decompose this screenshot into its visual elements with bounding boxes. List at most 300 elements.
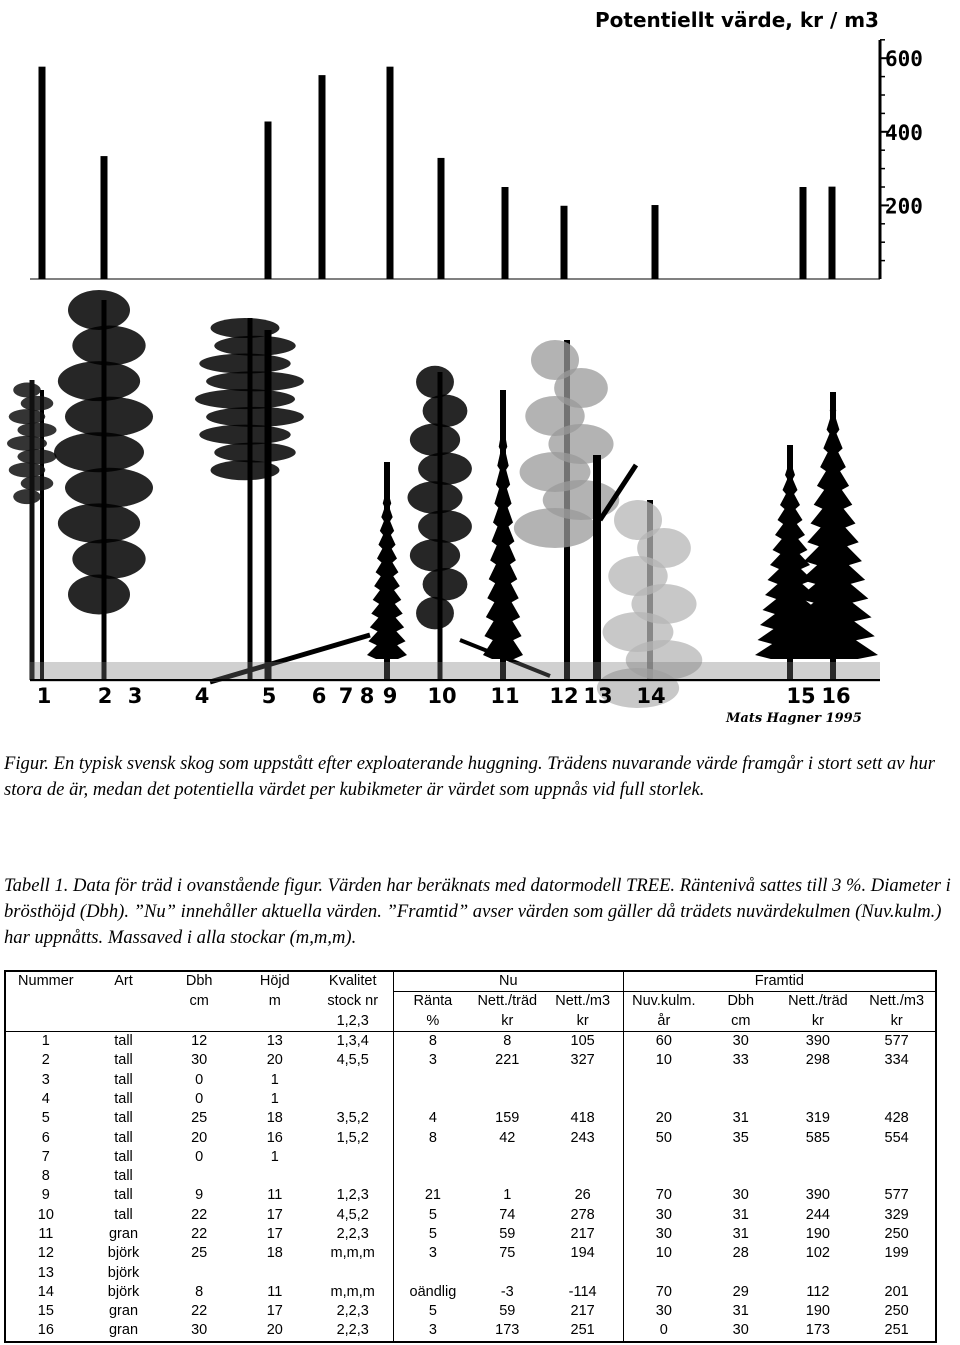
table-cell: 390 xyxy=(805,1187,830,1204)
table-cell: 3 xyxy=(393,1244,472,1263)
table-cell: 190 xyxy=(805,1303,830,1320)
column-header xyxy=(86,1012,162,1032)
table-cell xyxy=(858,1070,936,1089)
table-cell: 31 xyxy=(732,1206,749,1223)
table-cell: 31 xyxy=(732,1110,749,1127)
table-cell: 8 xyxy=(393,1128,472,1147)
table-cell: 194 xyxy=(570,1245,595,1262)
table-cell: 221 xyxy=(495,1052,520,1069)
table-row xyxy=(5,1206,936,1225)
table-cell: 0 xyxy=(623,1321,704,1341)
table-cell: 20 xyxy=(266,1322,283,1339)
header-row xyxy=(5,1012,936,1032)
table-cell xyxy=(313,1070,394,1089)
pine-foliage xyxy=(68,574,130,614)
table-cell: 12 xyxy=(37,1245,54,1262)
pine-foliage xyxy=(7,436,47,451)
table-cell: tall xyxy=(114,1033,133,1050)
table-cell: 0 xyxy=(195,1148,204,1165)
group-header-framtid: Framtid xyxy=(623,971,936,992)
table-cell xyxy=(313,1090,394,1109)
table-cell: 1 xyxy=(270,1071,279,1088)
tree-number-label: 6 xyxy=(311,684,327,708)
table-cell: 14 xyxy=(37,1283,54,1300)
table-cell: 1 xyxy=(270,1090,279,1107)
table-cell: 2 xyxy=(41,1052,50,1069)
tree-number-label: 16 xyxy=(821,684,851,708)
table-cell: 10 xyxy=(623,1051,704,1070)
pine-foliage xyxy=(21,396,54,411)
column-header: m xyxy=(268,993,281,1010)
table-cell: 9 xyxy=(195,1187,204,1204)
pine-foliage xyxy=(72,326,145,366)
table-cell: 243 xyxy=(570,1129,595,1146)
table-cell: 74 xyxy=(499,1206,516,1223)
table-cell: 1 xyxy=(270,1148,279,1165)
table-cell: 217 xyxy=(570,1226,595,1242)
table-cell: 2,2,3 xyxy=(336,1226,369,1242)
tree-number-label: 5 xyxy=(261,684,277,708)
table-cell: 21 xyxy=(393,1186,472,1205)
table-row xyxy=(5,1225,936,1244)
column-header: % xyxy=(393,1012,472,1032)
table-cell: 59 xyxy=(499,1226,516,1242)
table-cell: 199 xyxy=(884,1245,909,1262)
pine-foliage xyxy=(58,503,140,543)
column-header xyxy=(86,992,162,1012)
table-cell: 102 xyxy=(805,1245,830,1262)
table-row xyxy=(5,1051,936,1070)
table-row xyxy=(5,1031,936,1051)
bar-tree-14 xyxy=(652,205,659,279)
table-row xyxy=(5,1186,936,1205)
table-cell: 10 xyxy=(623,1244,704,1263)
table-cell: 1,3,4 xyxy=(336,1033,369,1050)
column-header: Dbh xyxy=(185,973,213,990)
column-header: Nett./träd xyxy=(477,993,538,1010)
table-cell: tall xyxy=(114,1187,133,1204)
tree-numbers xyxy=(37,684,851,708)
table-cell: 15 xyxy=(37,1303,54,1320)
pine-foliage xyxy=(17,449,56,464)
table-cell: 278 xyxy=(570,1206,595,1223)
table-cell: 17 xyxy=(266,1226,283,1242)
table-cell: 11 xyxy=(267,1187,283,1204)
table-cell xyxy=(704,1090,778,1109)
table-cell xyxy=(704,1148,778,1167)
table-cell: 5 xyxy=(393,1206,472,1225)
pine-foliage xyxy=(418,510,472,543)
table-cell: 42 xyxy=(499,1129,516,1146)
column-header: Nummer xyxy=(18,973,74,990)
table-cell: gran xyxy=(108,1322,139,1339)
column-header: år xyxy=(623,1012,704,1032)
tree-data-table xyxy=(4,970,937,1343)
figure-caption: Figur. En typisk svensk skog som uppstått efter exploaterande huggning. Trädens nuvarande värde framgår i stort sett av hur stora de är, medan det potentiella värdet per kubikmeter är värdet som uppnås vid full storlek. xyxy=(4,753,935,800)
birch-foliage xyxy=(514,508,596,548)
pine-foliage xyxy=(58,361,140,401)
table-cell: 60 xyxy=(623,1031,704,1051)
header-row xyxy=(5,992,936,1012)
table-cell: 26 xyxy=(574,1187,591,1204)
y-ticks xyxy=(880,40,923,261)
table-row xyxy=(5,1244,936,1263)
pine-foliage xyxy=(9,409,46,424)
table-cell: 10 xyxy=(37,1206,54,1223)
table-row xyxy=(5,1128,936,1147)
bar-tree-16 xyxy=(829,187,836,279)
bar-tree-9 xyxy=(387,67,394,279)
table-cell: m,m,m xyxy=(330,1245,375,1262)
tree-number-label: 1 xyxy=(36,684,52,708)
table-cell: 173 xyxy=(805,1322,830,1339)
table-cell xyxy=(393,1090,472,1109)
chart-title: Potentiellt värde, kr / m3 xyxy=(595,8,879,32)
table-cell: 8 xyxy=(41,1168,50,1185)
table-cell: 30 xyxy=(732,1033,749,1050)
table-cell: 20 xyxy=(623,1109,704,1128)
table-cell: 13 xyxy=(37,1264,54,1281)
table-cell xyxy=(778,1167,859,1186)
table-cell xyxy=(393,1070,472,1089)
tree-number-label: 3 xyxy=(127,684,143,708)
pine-foliage xyxy=(68,290,130,330)
table-cell: 418 xyxy=(570,1110,595,1127)
table-cell: 25 xyxy=(191,1110,208,1127)
table-row xyxy=(5,1283,936,1302)
table-cell: 2,2,3 xyxy=(336,1303,369,1320)
pine-foliage xyxy=(65,468,153,508)
table-cell: tall xyxy=(114,1110,133,1127)
column-header xyxy=(161,1012,237,1032)
column-header xyxy=(5,992,86,1012)
table-cell: 5 xyxy=(393,1302,472,1321)
pine-foliage xyxy=(423,568,468,601)
column-header: Nett./träd xyxy=(788,993,848,1010)
pine-foliage xyxy=(423,395,468,428)
pine-foliage xyxy=(416,366,454,399)
table-cell: 16 xyxy=(37,1322,54,1339)
column-header: Art xyxy=(114,973,133,990)
tree-trunk xyxy=(593,455,601,680)
table-cell: 112 xyxy=(806,1283,830,1300)
spruce-foliage xyxy=(367,462,407,659)
table-cell xyxy=(472,1070,543,1089)
table-cell: tall xyxy=(114,1052,133,1069)
table-cell xyxy=(313,1167,394,1186)
table-cell xyxy=(543,1148,624,1167)
table-cell: 6 xyxy=(41,1129,50,1146)
table-cell: björk xyxy=(107,1283,140,1300)
table-cell: tall xyxy=(114,1071,133,1088)
pine-foliage xyxy=(408,481,463,514)
table-cell xyxy=(778,1148,859,1167)
tree-number-label: 13 xyxy=(583,684,613,708)
table-cell: 30 xyxy=(732,1322,749,1339)
table-cell xyxy=(472,1263,543,1282)
pine-foliage xyxy=(206,371,304,391)
table-cell: 22 xyxy=(191,1226,208,1242)
pine-foliage xyxy=(199,354,290,374)
spruce-foliage xyxy=(788,392,878,659)
table-cell: 3 xyxy=(393,1321,472,1341)
pine-foliage xyxy=(13,383,41,398)
table-cell: 428 xyxy=(884,1110,909,1127)
table-cell: 70 xyxy=(623,1186,704,1205)
column-header: kr xyxy=(858,1012,936,1032)
table-cell: 329 xyxy=(884,1206,909,1223)
pine-foliage xyxy=(17,423,56,438)
table-cell: 30 xyxy=(732,1187,749,1204)
forest-illustration xyxy=(7,290,880,708)
table-cell xyxy=(237,1263,313,1282)
table-cell: 0 xyxy=(195,1090,204,1107)
bars xyxy=(39,67,836,279)
tree-trunk xyxy=(265,330,272,680)
pine-foliage xyxy=(214,336,295,356)
table-cell: 3,5,2 xyxy=(336,1110,369,1127)
table-cell: 2,2,3 xyxy=(336,1322,369,1339)
table-cell: 244 xyxy=(805,1206,830,1223)
table-cell: tall xyxy=(114,1148,133,1165)
table-cell: 30 xyxy=(623,1225,704,1244)
table-cell: m,m,m xyxy=(330,1283,375,1300)
table-cell: gran xyxy=(108,1303,139,1320)
column-header xyxy=(5,1012,86,1032)
table-cell: 25 xyxy=(191,1245,208,1262)
table-cell xyxy=(161,1167,237,1186)
table-cell: 22 xyxy=(191,1303,208,1320)
table-cell: 28 xyxy=(732,1245,749,1262)
table-cell xyxy=(858,1263,936,1282)
table-cell: 201 xyxy=(884,1283,909,1300)
table-cell: 35 xyxy=(732,1129,749,1146)
table-cell: 20 xyxy=(266,1052,283,1069)
table-cell: 1 xyxy=(503,1187,512,1204)
table-cell: 190 xyxy=(805,1226,830,1242)
table-cell: björk xyxy=(107,1245,140,1262)
table-cell xyxy=(778,1263,859,1282)
table-row xyxy=(5,1070,936,1089)
table-cell: 50 xyxy=(623,1128,704,1147)
table-cell: 3 xyxy=(393,1051,472,1070)
column-header: cm xyxy=(189,993,209,1010)
pine-foliage xyxy=(416,597,454,630)
table-cell: 390 xyxy=(805,1033,830,1050)
table-cell xyxy=(704,1070,778,1089)
table-cell: -114 xyxy=(568,1283,597,1300)
table-cell xyxy=(393,1263,472,1282)
column-header: cm xyxy=(704,1012,778,1032)
table-cell: tall xyxy=(114,1168,133,1185)
column-header: Dbh xyxy=(727,993,755,1010)
pine-foliage xyxy=(13,489,41,504)
table-cell: 4 xyxy=(393,1109,472,1128)
table-cell xyxy=(543,1090,624,1109)
table-cell: 1,2,3 xyxy=(336,1187,369,1204)
tree-number-label: 15 xyxy=(786,684,816,708)
table-cell: 9 xyxy=(41,1187,50,1204)
table-cell: 13 xyxy=(266,1033,283,1050)
table-row xyxy=(5,1090,936,1109)
column-header: Nuv.kulm. xyxy=(623,992,704,1012)
table-cell xyxy=(543,1263,624,1282)
table-cell: 31 xyxy=(732,1226,749,1242)
bar-tree-2 xyxy=(101,156,108,279)
tree-number-label: 8 xyxy=(359,684,375,708)
column-header: kr xyxy=(472,1012,543,1032)
table-cell: 4,5,2 xyxy=(336,1206,369,1223)
tree-number-label: 4 xyxy=(194,684,210,708)
table-cell xyxy=(543,1167,624,1186)
table-cell: 18 xyxy=(266,1110,283,1127)
y-tick-label: 200 xyxy=(885,194,923,219)
column-header: stock nr xyxy=(327,993,379,1010)
table-cell: 3 xyxy=(41,1071,50,1088)
pine-foliage xyxy=(410,424,460,457)
pine-foliage xyxy=(410,539,460,572)
table-cell xyxy=(623,1167,704,1186)
group-header-nu: Nu xyxy=(393,971,623,992)
table-cell: 8 xyxy=(393,1031,472,1051)
table-cell: 16 xyxy=(266,1129,283,1146)
table-cell: 5 xyxy=(393,1225,472,1244)
table-cell xyxy=(472,1167,543,1186)
tree-number-label: 14 xyxy=(636,684,666,708)
table-cell: 319 xyxy=(805,1110,830,1127)
table-cell: 75 xyxy=(499,1245,516,1262)
table-cell xyxy=(393,1167,472,1186)
table-cell: 20 xyxy=(191,1129,208,1146)
table-cell: oändlig xyxy=(393,1283,472,1302)
table-cell xyxy=(623,1263,704,1282)
table-cell xyxy=(237,1167,313,1186)
table-cell: 250 xyxy=(884,1303,909,1320)
table-cell xyxy=(858,1167,936,1186)
table-cell xyxy=(393,1148,472,1167)
tree-number-label: 7 xyxy=(338,684,354,708)
pine-foliage xyxy=(21,476,54,491)
table-cell: 105 xyxy=(570,1033,595,1050)
table-cell: 59 xyxy=(499,1303,516,1320)
table-row xyxy=(5,1109,936,1128)
bar-tree-12 xyxy=(561,206,568,279)
table-cell: tall xyxy=(114,1090,133,1107)
table-cell: 554 xyxy=(884,1129,909,1146)
table-cell: 30 xyxy=(623,1302,704,1321)
column-header xyxy=(237,1012,313,1032)
table-cell: 334 xyxy=(884,1052,909,1069)
table-cell xyxy=(623,1090,704,1109)
bar-tree-11 xyxy=(502,187,509,279)
table-cell: -3 xyxy=(500,1283,514,1300)
table-cell: 251 xyxy=(570,1322,595,1339)
pine-foliage xyxy=(72,539,145,579)
table-cell xyxy=(543,1070,624,1089)
table-cell: 29 xyxy=(732,1283,749,1300)
table-cell: gran xyxy=(108,1226,139,1242)
bar-tree-10 xyxy=(438,158,445,279)
table-cell: 30 xyxy=(623,1206,704,1225)
header-row xyxy=(5,971,936,992)
table-cell xyxy=(704,1167,778,1186)
table-cell: 585 xyxy=(805,1129,830,1146)
table-cell: 70 xyxy=(623,1283,704,1302)
pine-foliage xyxy=(418,452,472,485)
table-cell: 8 xyxy=(195,1283,204,1300)
table-cell: 4 xyxy=(41,1090,50,1107)
column-header: kr xyxy=(543,1012,624,1032)
table-cell: 173 xyxy=(495,1322,520,1339)
tree-number-label: 9 xyxy=(382,684,398,708)
tree-number-label: 12 xyxy=(549,684,579,708)
y-tick-label: 600 xyxy=(885,47,923,72)
column-header: Kvalitet xyxy=(328,973,377,990)
tree-number-label: 10 xyxy=(427,684,457,708)
table-row xyxy=(5,1302,936,1321)
table-cell xyxy=(472,1148,543,1167)
table-cell xyxy=(778,1070,859,1089)
column-header: Ränta xyxy=(393,992,472,1012)
table-cell: 1 xyxy=(41,1033,50,1050)
table-cell: 22 xyxy=(191,1206,208,1223)
bar-tree-15 xyxy=(800,187,807,279)
table-cell: 250 xyxy=(884,1226,909,1242)
table-cell: 298 xyxy=(805,1052,830,1069)
table-cell: 31 xyxy=(732,1303,749,1320)
table-cell xyxy=(858,1090,936,1109)
bar-tree-1 xyxy=(39,67,46,279)
column-header: 1,2,3 xyxy=(313,1012,394,1032)
pine-foliage xyxy=(195,389,295,409)
table-cell: 30 xyxy=(191,1322,208,1339)
tree-number-label: 11 xyxy=(490,684,520,708)
pine-foliage xyxy=(214,442,295,462)
table-row xyxy=(5,1263,936,1282)
pine-foliage xyxy=(54,432,144,472)
table-cell xyxy=(704,1263,778,1282)
pine-foliage xyxy=(206,407,304,427)
table-cell: 11 xyxy=(38,1226,54,1242)
column-header: kr xyxy=(778,1012,859,1032)
table-row xyxy=(5,1148,936,1167)
column-header: Höjd xyxy=(259,973,290,990)
table-cell: 18 xyxy=(266,1245,283,1262)
column-header: Nett./m3 xyxy=(869,993,925,1010)
table-row xyxy=(5,1321,936,1341)
table-cell: 12 xyxy=(191,1033,208,1050)
artist-signature: Mats Hagner 1995 xyxy=(726,711,862,726)
bar-tree-5 xyxy=(265,121,272,279)
table-cell: 7 xyxy=(41,1148,50,1165)
table-caption: Tabell 1. Data för träd i ovanstående figur. Värden har beräknats med datormodell TREE. Räntenivå sattes till 3 %. Diameter i brösthöjd (Dbh). ”Nu” innehåller aktuella värden. ”Framtid” avser värden som gäller då trädets nuvärdekulmen (Nuv.kulm.) har uppnåtts. Massaved i alla stockar (m,m,m). xyxy=(4,875,951,948)
table-cell: tall xyxy=(114,1206,133,1223)
pine-foliage xyxy=(9,463,46,478)
table-cell xyxy=(623,1148,704,1167)
table-cell: 8 xyxy=(503,1033,512,1050)
pine-foliage xyxy=(199,425,290,445)
y-tick-label: 400 xyxy=(885,120,923,145)
table-cell: 577 xyxy=(884,1187,909,1204)
table-row xyxy=(5,1167,936,1186)
table-cell xyxy=(161,1263,237,1282)
table-cell xyxy=(472,1090,543,1109)
table-cell: tall xyxy=(114,1129,133,1146)
bar-tree-6 xyxy=(319,75,326,279)
table-cell: 0 xyxy=(195,1071,204,1088)
tree-number-label: 2 xyxy=(97,684,113,708)
table-cell: 159 xyxy=(495,1110,520,1127)
